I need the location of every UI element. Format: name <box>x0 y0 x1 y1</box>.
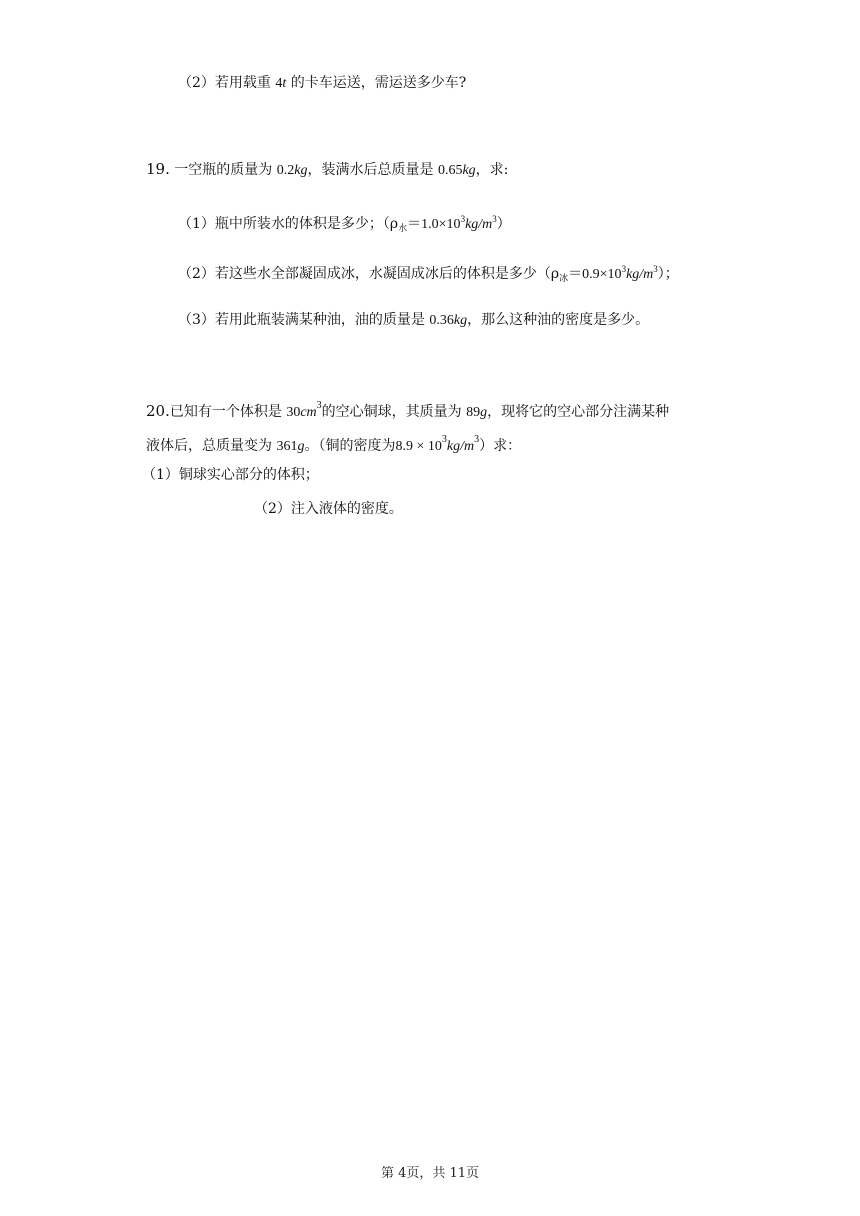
q19-stem-b: ，装满水后总质量是 <box>307 162 438 178</box>
q19-part1-sub: 水 <box>398 224 408 234</box>
q18-part2-unit: t <box>282 76 287 91</box>
q19-part2 <box>178 259 679 289</box>
q19-part1-exp: 3 <box>460 214 466 224</box>
q20-volume: 30 <box>286 405 301 420</box>
q18-part2-suffix: 的卡车运送，需运送多少车? <box>286 75 467 91</box>
q20-part2-text: （2）注入液体的密度。 <box>254 501 403 517</box>
q19-part1-unit: kg/m <box>465 217 493 232</box>
q19-part1-text: （1）瓶中所装水的体积是多少；（ρ <box>178 216 399 232</box>
q19-mass-full: 0.65 <box>437 163 463 178</box>
q18-part2 <box>178 73 466 94</box>
q20-mass-unit: g <box>480 405 488 420</box>
q19-part2-text: （2）若这些水全部凝固成冰，水凝固成冰后的体积是多少（ρ <box>178 266 560 282</box>
q20-mass: 89 <box>466 405 481 420</box>
q20-density: 8.9 × 10 <box>395 439 442 454</box>
q20-line2-c: ）求： <box>479 438 522 454</box>
q20-line1-a: 已知有一个体积是 <box>169 404 287 420</box>
q20-density-exp: 3 <box>441 434 447 445</box>
q20-volume-unit: cm <box>300 405 317 420</box>
page-footer <box>0 1162 860 1181</box>
q19-part3-mass: 0.36 <box>429 313 454 328</box>
q19-part2-eq: ＝0.9×10 <box>568 267 622 282</box>
q19-part1-unit-exp: 3 <box>492 214 497 224</box>
q19-part1-close: ） <box>496 216 511 232</box>
q19-part2-sub: 冰 <box>559 274 569 284</box>
q19-number: 19. <box>146 160 170 178</box>
q19-part2-unit-exp: 3 <box>653 264 658 274</box>
q18-part2-value: 4 <box>275 76 283 91</box>
page-number: 第 4页，共 11页 <box>380 1166 480 1181</box>
q20-density-unit-exp: 3 <box>474 434 480 445</box>
q20-line2 <box>146 430 521 457</box>
q20-line1-b: 的空心铜球，其质量为 <box>321 404 467 420</box>
q20-line1-c: ，现将它的空心部分注满某种 <box>487 404 670 420</box>
q20-part2 <box>254 499 403 519</box>
q20-line2-a: 液体后，总质量变为 <box>146 438 277 454</box>
q20-number: 20. <box>146 402 170 420</box>
q20-total: 361 <box>276 439 298 454</box>
q18-part2-prefix: （2）若用载重 <box>178 75 276 91</box>
q19-part3-text-a: （3）若用此瓶装满某种油，油的质量是 <box>178 312 430 328</box>
q20-total-unit: g <box>297 439 305 454</box>
q20-part1-text: （1）铜球实心部分的体积； <box>142 467 319 483</box>
q20-volume-exp: 3 <box>316 400 322 411</box>
q19-part3-text-b: ，那么这种油的密度是多少。 <box>467 312 650 328</box>
q19-part3 <box>178 310 649 331</box>
q19-part1 <box>178 209 511 239</box>
q20-line1 <box>146 396 669 423</box>
q19-unit-kg-2: kg <box>462 163 476 178</box>
q19-mass-empty: 0.2 <box>276 163 295 178</box>
q20-part1 <box>142 465 319 485</box>
q19-part2-exp: 3 <box>621 264 627 274</box>
q19-part3-unit: kg <box>453 313 468 328</box>
q19-unit-kg-1: kg <box>294 163 308 178</box>
q19-stem <box>146 159 508 181</box>
q19-stem-a: 一空瓶的质量为 <box>169 162 277 178</box>
q19-part1-eq: ＝1.0×10 <box>407 217 461 232</box>
q20-density-unit: kg/m <box>446 439 475 454</box>
q19-part2-unit: kg/m <box>626 267 654 282</box>
q20-line2-b: 。（铜的密度为 <box>304 438 396 454</box>
q19-part2-close: ）； <box>657 266 679 282</box>
q19-stem-c: ，求: <box>475 162 509 178</box>
